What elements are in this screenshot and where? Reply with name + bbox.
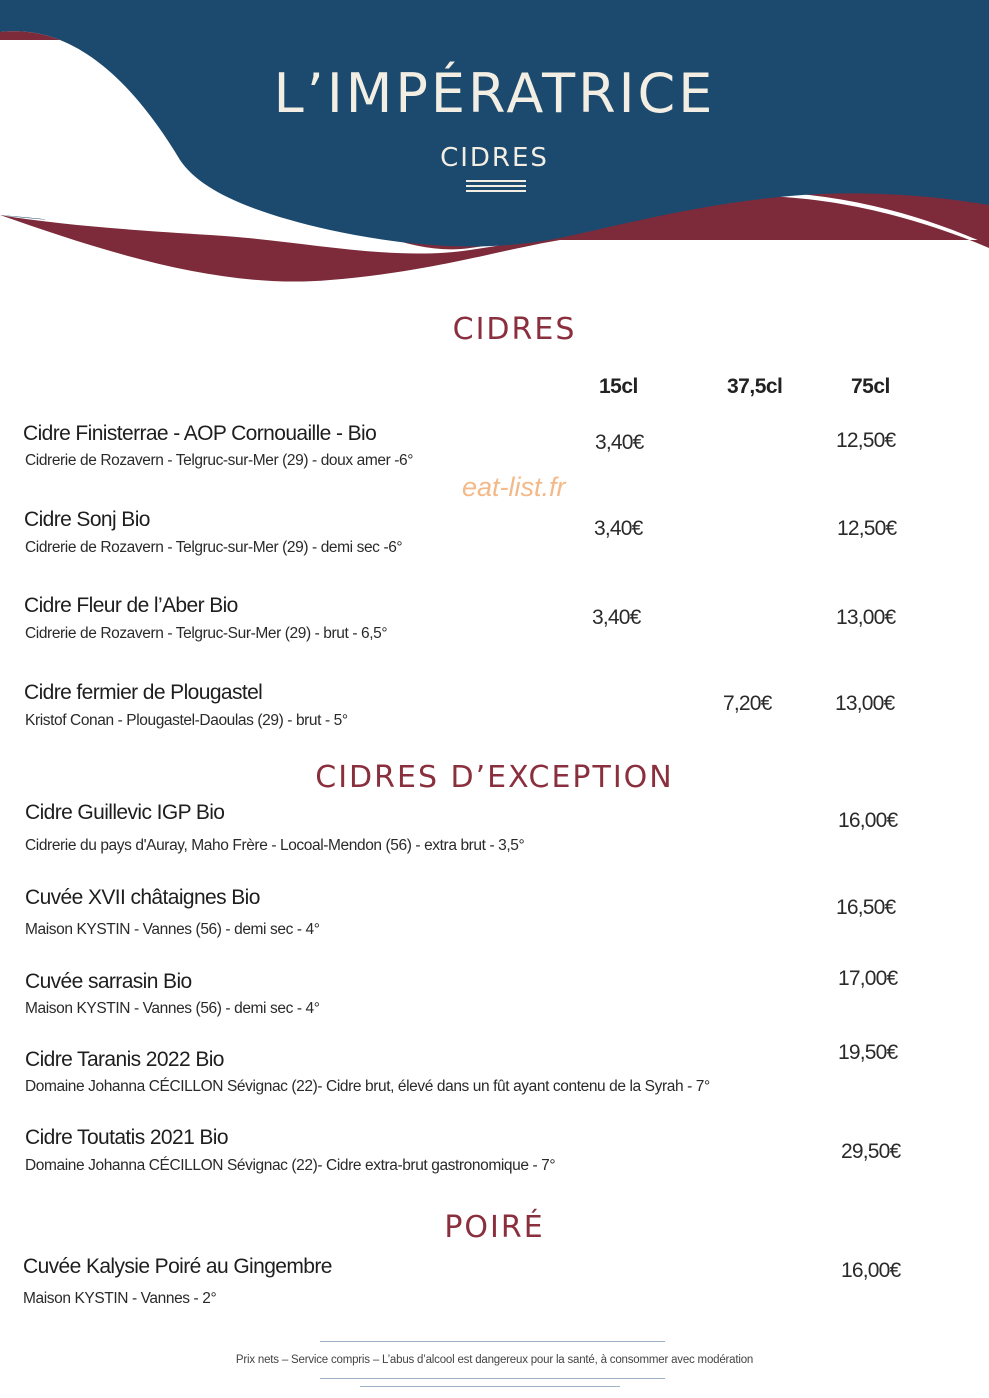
column-header-37-5cl: 37,5cl	[727, 375, 783, 398]
section-title-poire: POIRÉ	[444, 1210, 545, 1245]
price: 19,50€	[838, 1041, 898, 1064]
price: 29,50€	[841, 1140, 901, 1163]
section-title-cidres-exception: CIDRES D’EXCEPTION	[315, 760, 674, 795]
footer-rule-bottom	[320, 1378, 665, 1379]
section-title-cidres: CIDRES	[452, 312, 577, 347]
item-description: Maison KYSTIN - Vannes (56) - demi sec - 4°	[25, 921, 320, 938]
item-description: Cidrerie de Rozavern - Telgruc-sur-Mer (29) - doux amer -6°	[25, 452, 414, 469]
price-15cl: 3,40€	[594, 517, 643, 540]
item-name: Cidre Guillevic IGP Bio	[25, 801, 225, 824]
column-header-75cl: 75cl	[851, 375, 890, 398]
item-description: Cidrerie de Rozavern - Telgruc-sur-Mer (29) - demi sec -6°	[25, 539, 403, 556]
item-name: Cuvée XVII châtaignes Bio	[25, 886, 260, 909]
price-15cl: 3,40€	[592, 606, 641, 629]
brand-subtitle: CIDRES	[440, 143, 549, 173]
price-75cl: 12,50€	[836, 429, 896, 452]
item-description: Cidrerie de Rozavern - Telgruc-Sur-Mer (29) - brut - 6,5°	[25, 625, 388, 642]
item-name: Cidre Taranis 2022 Bio	[25, 1048, 224, 1071]
price-75cl: 12,50€	[837, 517, 897, 540]
price-75cl: 13,00€	[836, 606, 896, 629]
item-description: Maison KYSTIN - Vannes - 2°	[23, 1290, 217, 1307]
item-name: Cidre Finisterrae - AOP Cornouaille - Bio	[23, 422, 377, 445]
item-name: Cidre Toutatis 2021 Bio	[25, 1126, 228, 1149]
footer-rule-bottom-short	[360, 1386, 620, 1387]
price: 16,00€	[838, 809, 898, 832]
item-description: Cidrerie du pays d'Auray, Maho Frère - Locoal-Mendon (56) - extra brut - 3,5°	[25, 837, 525, 854]
column-header-15cl: 15cl	[599, 375, 638, 398]
price: 17,00€	[838, 967, 898, 990]
price: 16,00€	[841, 1259, 901, 1282]
brand-underline-decoration	[466, 180, 526, 195]
footer-rule-top	[320, 1341, 665, 1342]
price-75cl: 13,00€	[835, 692, 895, 715]
brand-title: L’IMPÉRATRICE	[273, 62, 716, 125]
price: 16,50€	[836, 896, 896, 919]
footer-notice: Prix nets – Service compris – L’abus d’alcool est dangereux pour la santé, à consommer avec modération	[235, 1354, 754, 1366]
price-15cl: 3,40€	[595, 431, 644, 454]
item-name: Cuvée Kalysie Poiré au Gingembre	[23, 1255, 332, 1278]
watermark: eat-list.fr	[462, 472, 566, 502]
item-description: Domaine Johanna CÉCILLON Sévignac (22)- Cidre brut, élevé dans un fût ayant contenu de la Syrah - 7°	[25, 1078, 710, 1095]
item-name: Cidre Fleur de l’Aber Bio	[24, 594, 238, 617]
price-37-5cl: 7,20€	[723, 692, 772, 715]
item-name: Cidre fermier de Plougastel	[24, 681, 263, 704]
item-name: Cuvée sarrasin Bio	[25, 970, 192, 993]
item-description: Kristof Conan - Plougastel-Daoulas (29) - brut - 5°	[25, 712, 348, 729]
item-name: Cidre Sonj Bio	[24, 508, 150, 531]
item-description: Domaine Johanna CÉCILLON Sévignac (22)- Cidre extra-brut gastronomique - 7°	[25, 1157, 556, 1174]
item-description: Maison KYSTIN - Vannes (56) - demi sec - 4°	[25, 1000, 320, 1017]
